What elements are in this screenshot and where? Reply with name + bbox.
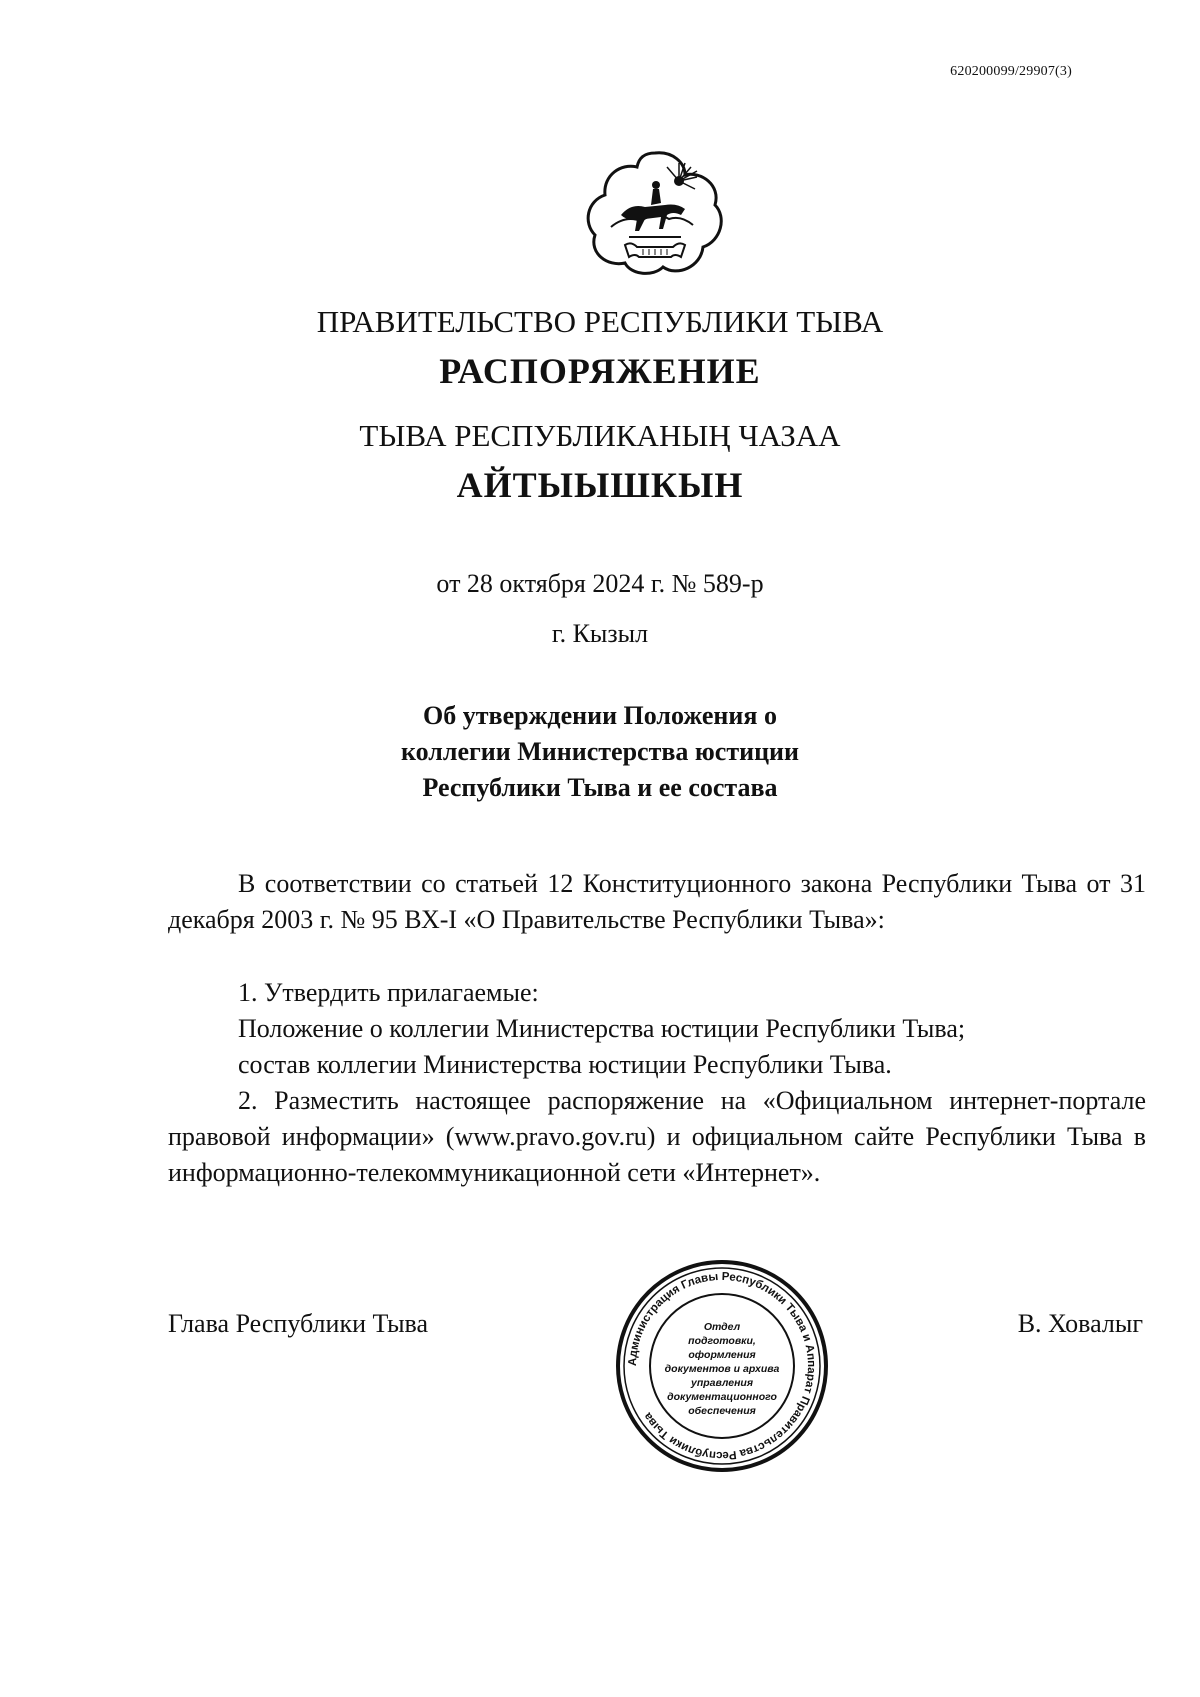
government-title-ru: ПРАВИТЕЛЬСТВО РЕСПУБЛИКИ ТЫВА — [316, 304, 884, 339]
seal-inner-line: управления — [690, 1377, 754, 1389]
item-1-sub-2: состав коллегии Министерства юстиции Республики Тыва. — [238, 1050, 892, 1079]
item-1-block — [168, 975, 1146, 1083]
document-registration-number: 620200099/29907(3) — [950, 64, 1072, 79]
document-date-number: от 28 октября 2024 г. № 589-р — [436, 569, 764, 598]
seal-inner-line: оформления — [688, 1349, 756, 1361]
government-title-tyv: ТЫВА РЕСПУБЛИКАНЫҢ ЧАЗАА — [359, 418, 841, 453]
seal-inner-line: документационного — [667, 1391, 777, 1403]
seal-inner-line: документов и архива — [664, 1363, 780, 1375]
document-place: г. Кызыл — [551, 619, 649, 648]
item-1-heading: 1. Утвердить прилагаемые: — [238, 978, 539, 1007]
signatory-name: В. Ховалыг — [1017, 1309, 1143, 1338]
document-type-ru: РАСПОРЯЖЕНИЕ — [439, 351, 761, 391]
item-2-paragraph: 2. Разместить настоящее распоряжение на «Официальном интернет-портале правовой информации» (www.pravo.gov.ru) и официальном сайте Республики Тыва в информационно-телекоммуникационной сети «Интернет». — [168, 1086, 1146, 1187]
document-subject — [0, 698, 1200, 806]
subject-line: коллегии Министерства юстиции — [400, 737, 800, 766]
seal-inner-line: обеспечения — [688, 1405, 756, 1417]
subject-line: Республики Тыва и ее состава — [422, 773, 778, 802]
item-1-sub-1: Положение о коллегии Министерства юстиции Республики Тыва; — [238, 1014, 966, 1043]
signatory-position: Глава Республики Тыва — [168, 1309, 429, 1338]
seal-inner-line: Отдел — [703, 1321, 741, 1333]
tuva-emblem-icon — [581, 145, 729, 281]
preamble-paragraph: В соответствии со статьей 12 Конституционного закона Республики Тыва от 31 декабря 2003 г. № 95 ВХ-I «О Правительстве Республики Тыва»: — [168, 869, 1146, 934]
document-type-tyv: АЙТЫЫШКЫН — [456, 465, 744, 505]
subject-line: Об утверждении Положения о — [423, 701, 777, 730]
seal-inner-line: подготовки, — [688, 1335, 756, 1347]
official-seal-icon — [612, 1256, 832, 1476]
seal-outer-text: Администрация Главы Республики Тыва и Аппарат Правительства Республики Тыва — [626, 1270, 818, 1462]
